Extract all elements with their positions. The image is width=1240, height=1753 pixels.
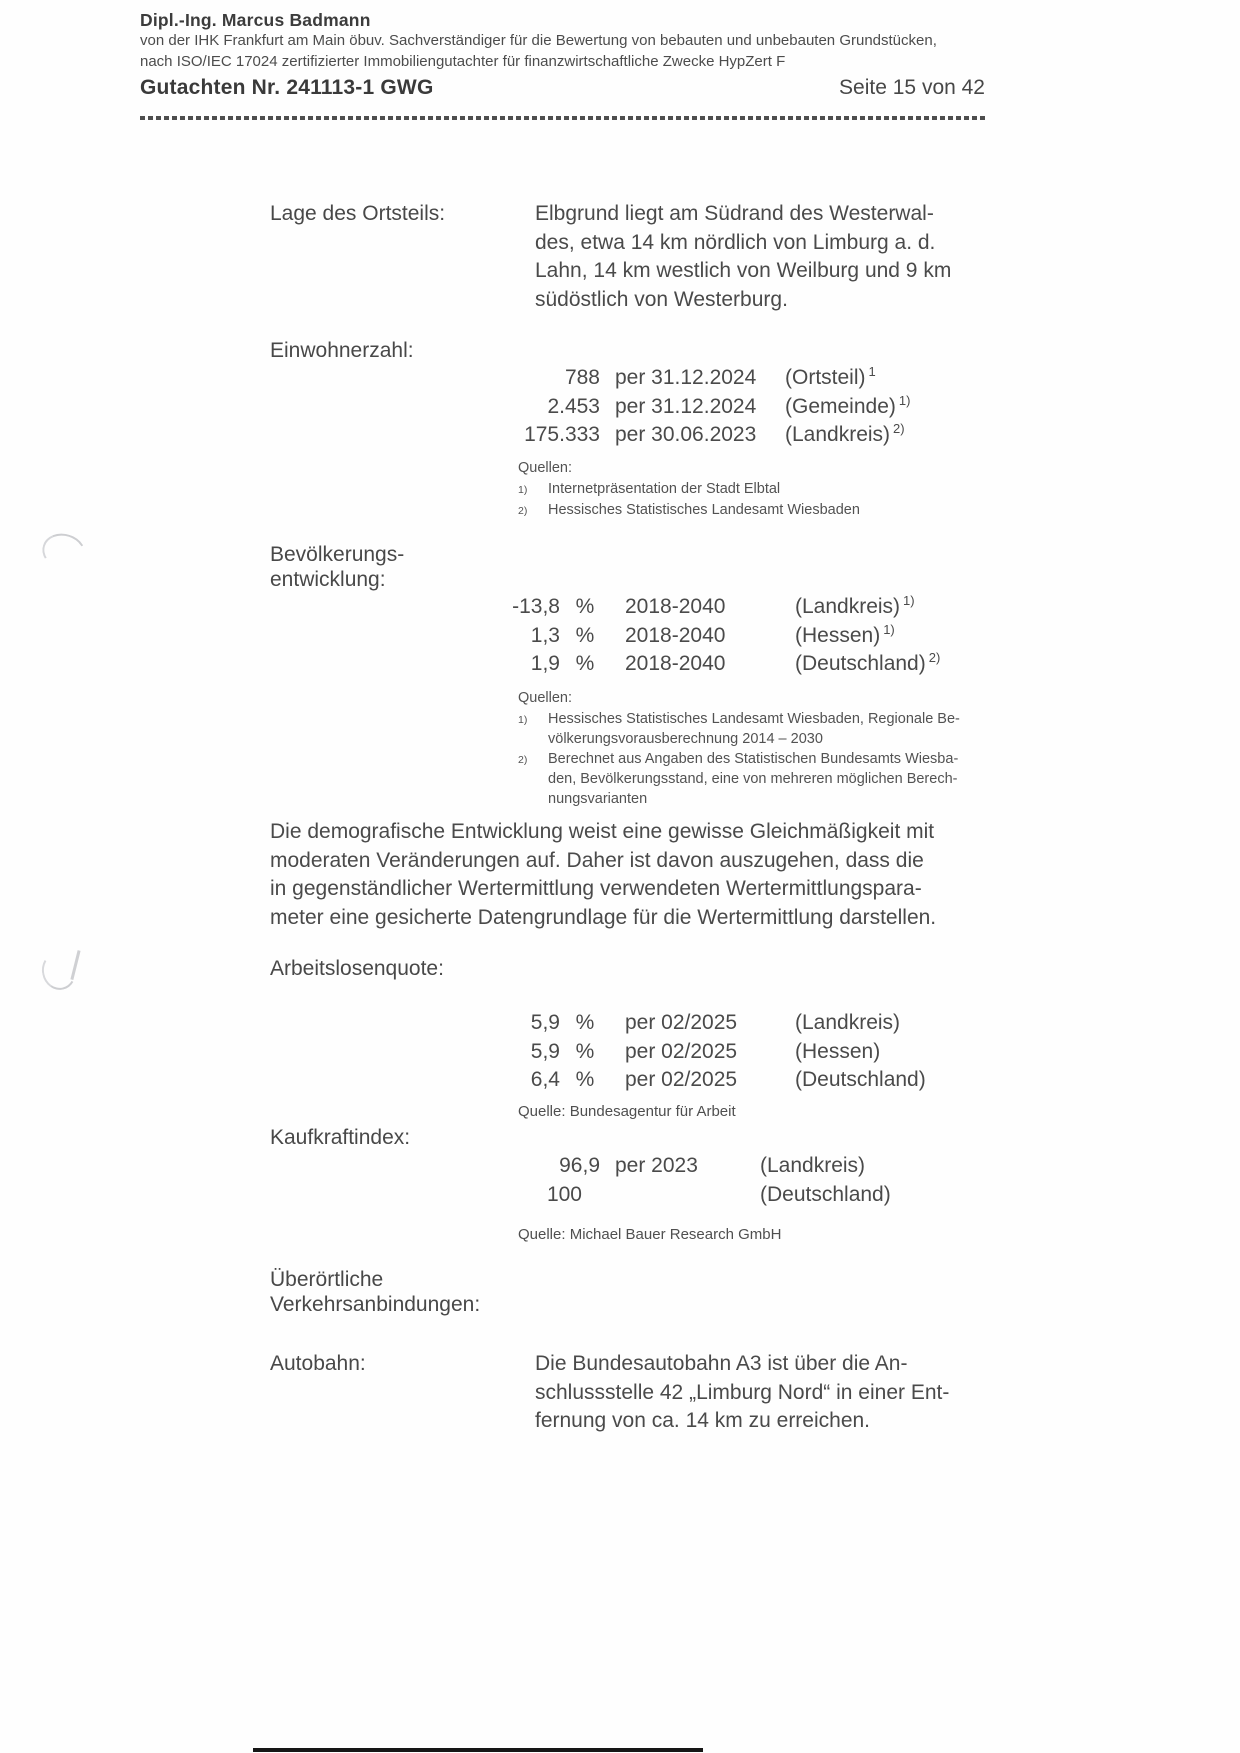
page-header: [140, 10, 985, 72]
label-line: Bevölkerungs-: [270, 543, 405, 566]
label-line: Verkehrsanbindungen:: [270, 1293, 481, 1316]
alq-period: per 02/2025: [625, 1068, 738, 1091]
footnote-ref: 2): [928, 650, 941, 665]
einwohner-value: 2.453: [547, 394, 600, 418]
einwohner-scope: [785, 421, 910, 450]
alq-scope: (Hessen): [795, 1039, 881, 1063]
bev-period: 2018-2040: [625, 595, 726, 618]
source-marker: 2): [518, 754, 528, 766]
kaufkraftindex-source: Quelle: Michael Bauer Research GmbH: [518, 1226, 782, 1243]
bev-period: 2018-2040: [625, 652, 726, 675]
source-text: Hessisches Statistisches Landesamt Wiesbaden: [548, 502, 860, 518]
scope-text: (Landkreis): [795, 595, 901, 618]
report-number: Gutachten Nr. 241113-1 GWG: [140, 76, 434, 99]
label-line: Überörtliche: [270, 1268, 384, 1291]
footnote-ref: 1: [868, 364, 876, 379]
bevoelkerung-sources: [518, 688, 960, 809]
bev-unit: %: [575, 595, 595, 618]
report-title-row: [140, 76, 985, 100]
bevoelkerung-table: [455, 593, 940, 679]
sources-title: Quellen:: [518, 460, 573, 476]
bev-value: 1,3: [530, 623, 560, 647]
source-item: [518, 479, 860, 500]
scope-text: (Deutschland): [795, 652, 926, 675]
label-autobahn: Autobahn:: [270, 1352, 366, 1375]
lage-text: Elbgrund liegt am Südrand des Westerwal- des, etwa 14 km nördlich von Limburg a. d. Lahn, 14 km westlich von Weilburg und 9 km südöstlich von Westerburg.: [535, 202, 952, 311]
alq-unit: %: [575, 1068, 595, 1091]
einwohner-value: 175.333: [524, 423, 600, 446]
appraiser-name: Dipl.-Ing. Marcus Badmann: [140, 10, 371, 30]
einwohner-date: per 31.12.2024: [615, 366, 757, 389]
source-item: [518, 709, 960, 749]
footnote-ref: 1): [883, 621, 895, 637]
source-marker: 1): [518, 484, 528, 496]
kki-period: [600, 1181, 760, 1210]
source-marker: 1): [518, 714, 528, 726]
bev-value: -13,8: [512, 595, 560, 618]
source-text: Internetpräsentation der Stadt Elbtal: [548, 481, 781, 497]
einwohnerzahl-table: [490, 364, 910, 450]
alq-value: 5,9: [530, 1011, 560, 1034]
bev-period: 2018-2040: [625, 623, 726, 647]
label-line: entwicklung:: [270, 568, 386, 591]
kki-period: per 2023: [615, 1154, 698, 1177]
label-verkehrsanbindungen: [270, 1268, 480, 1317]
bev-unit: %: [575, 623, 595, 647]
page-indicator: Seite 15 von 42: [839, 76, 985, 99]
einwohner-scope: [785, 364, 910, 393]
alq-value: 6,4: [530, 1068, 560, 1091]
bev-value: 1,9: [530, 652, 560, 675]
appraiser-qualification-line2: nach ISO/IEC 17024 zertifizierter Immobiliengutachter für finanzwirtschaftliche Zwecke HypZert F: [140, 52, 786, 70]
einwohner-value: 788: [564, 366, 600, 389]
label-lage-des-ortsteils: Lage des Ortsteils:: [270, 202, 446, 225]
source-item: [518, 749, 960, 809]
kki-value: 96,9: [559, 1154, 600, 1177]
bev-unit: %: [575, 652, 595, 675]
footnote-ref: 2): [893, 421, 905, 436]
source-text: Berechnet aus Angaben des Statistischen Bundesamts Wiesba- den, Bevölkerungsstand, eine von mehreren möglichen Berech- nungsvarianten: [548, 751, 959, 807]
einwohner-date: per 30.06.2023: [615, 423, 757, 446]
einwohner-date: per 31.12.2024: [615, 394, 757, 418]
dashed-separator: [140, 116, 985, 120]
appraiser-qualification-line1: von der IHK Frankfurt am Main öbuv. Sachverständiger für die Bewertung von bebauten und unbebauten Grundstücken,: [140, 32, 937, 49]
demographics-paragraph: Die demografische Entwicklung weist eine gewisse Gleichmäßigkeit mit moderaten Veränderungen auf. Daher ist davon auszugehen, dass die in gegenständlicher Wertermittlung verwendeten Wertermittlungspara- meter eine gesicherte Datengrundlage für die Wertermittlung darstellen.: [270, 820, 937, 929]
bev-scope: [795, 650, 940, 679]
scan-artifact-bottom-bar: [253, 1748, 703, 1752]
scope-text: (Hessen): [795, 623, 881, 647]
footnote-ref: 1): [898, 392, 911, 408]
source-text: Hessisches Statistisches Landesamt Wiesbaden, Regionale Be- völkerungsvorausberechnung 2014 – 2030: [548, 711, 960, 747]
bev-scope: [795, 622, 940, 651]
label-einwohnerzahl: Einwohnerzahl:: [270, 339, 414, 362]
alq-unit: %: [575, 1039, 595, 1063]
alq-scope: (Landkreis): [795, 1011, 901, 1034]
source-marker: 2): [518, 505, 528, 517]
kki-value: 100: [546, 1182, 582, 1206]
alq-period: per 02/2025: [625, 1011, 738, 1034]
label-arbeitslosenquote: Arbeitslosenquote:: [270, 957, 444, 980]
einwohner-sources: [518, 458, 860, 521]
label-bevoelkerungsentwicklung: [270, 543, 404, 592]
footnote-ref: 1): [903, 593, 915, 608]
label-kaufkraftindex: Kaufkraftindex:: [270, 1126, 411, 1149]
arbeitslosenquote-source: Quelle: Bundesagentur für Arbeit: [518, 1103, 736, 1120]
kki-scope: (Deutschland): [760, 1182, 891, 1206]
arbeitslosenquote-table: [455, 1009, 926, 1095]
sources-title: Quellen:: [518, 690, 573, 706]
scan-artifact: [38, 528, 91, 576]
kki-scope: (Landkreis): [760, 1154, 866, 1177]
alq-unit: %: [575, 1011, 595, 1034]
einwohner-scope: [785, 393, 910, 422]
scope-text: (Ortsteil): [785, 366, 866, 389]
bev-scope: [795, 593, 940, 622]
alq-value: 5,9: [530, 1039, 560, 1063]
kaufkraftindex-table: [455, 1152, 891, 1209]
source-item: [518, 500, 860, 521]
alq-scope: (Deutschland): [795, 1068, 926, 1091]
autobahn-text: Die Bundesautobahn A3 ist über die An- schlussstelle 42 „Limburg Nord“ in einer Ent- fernung von ca. 14 km zu erreichen.: [535, 1352, 950, 1432]
scope-text: (Gemeinde): [785, 394, 896, 418]
alq-period: per 02/2025: [625, 1039, 738, 1063]
scope-text: (Landkreis): [785, 423, 891, 446]
